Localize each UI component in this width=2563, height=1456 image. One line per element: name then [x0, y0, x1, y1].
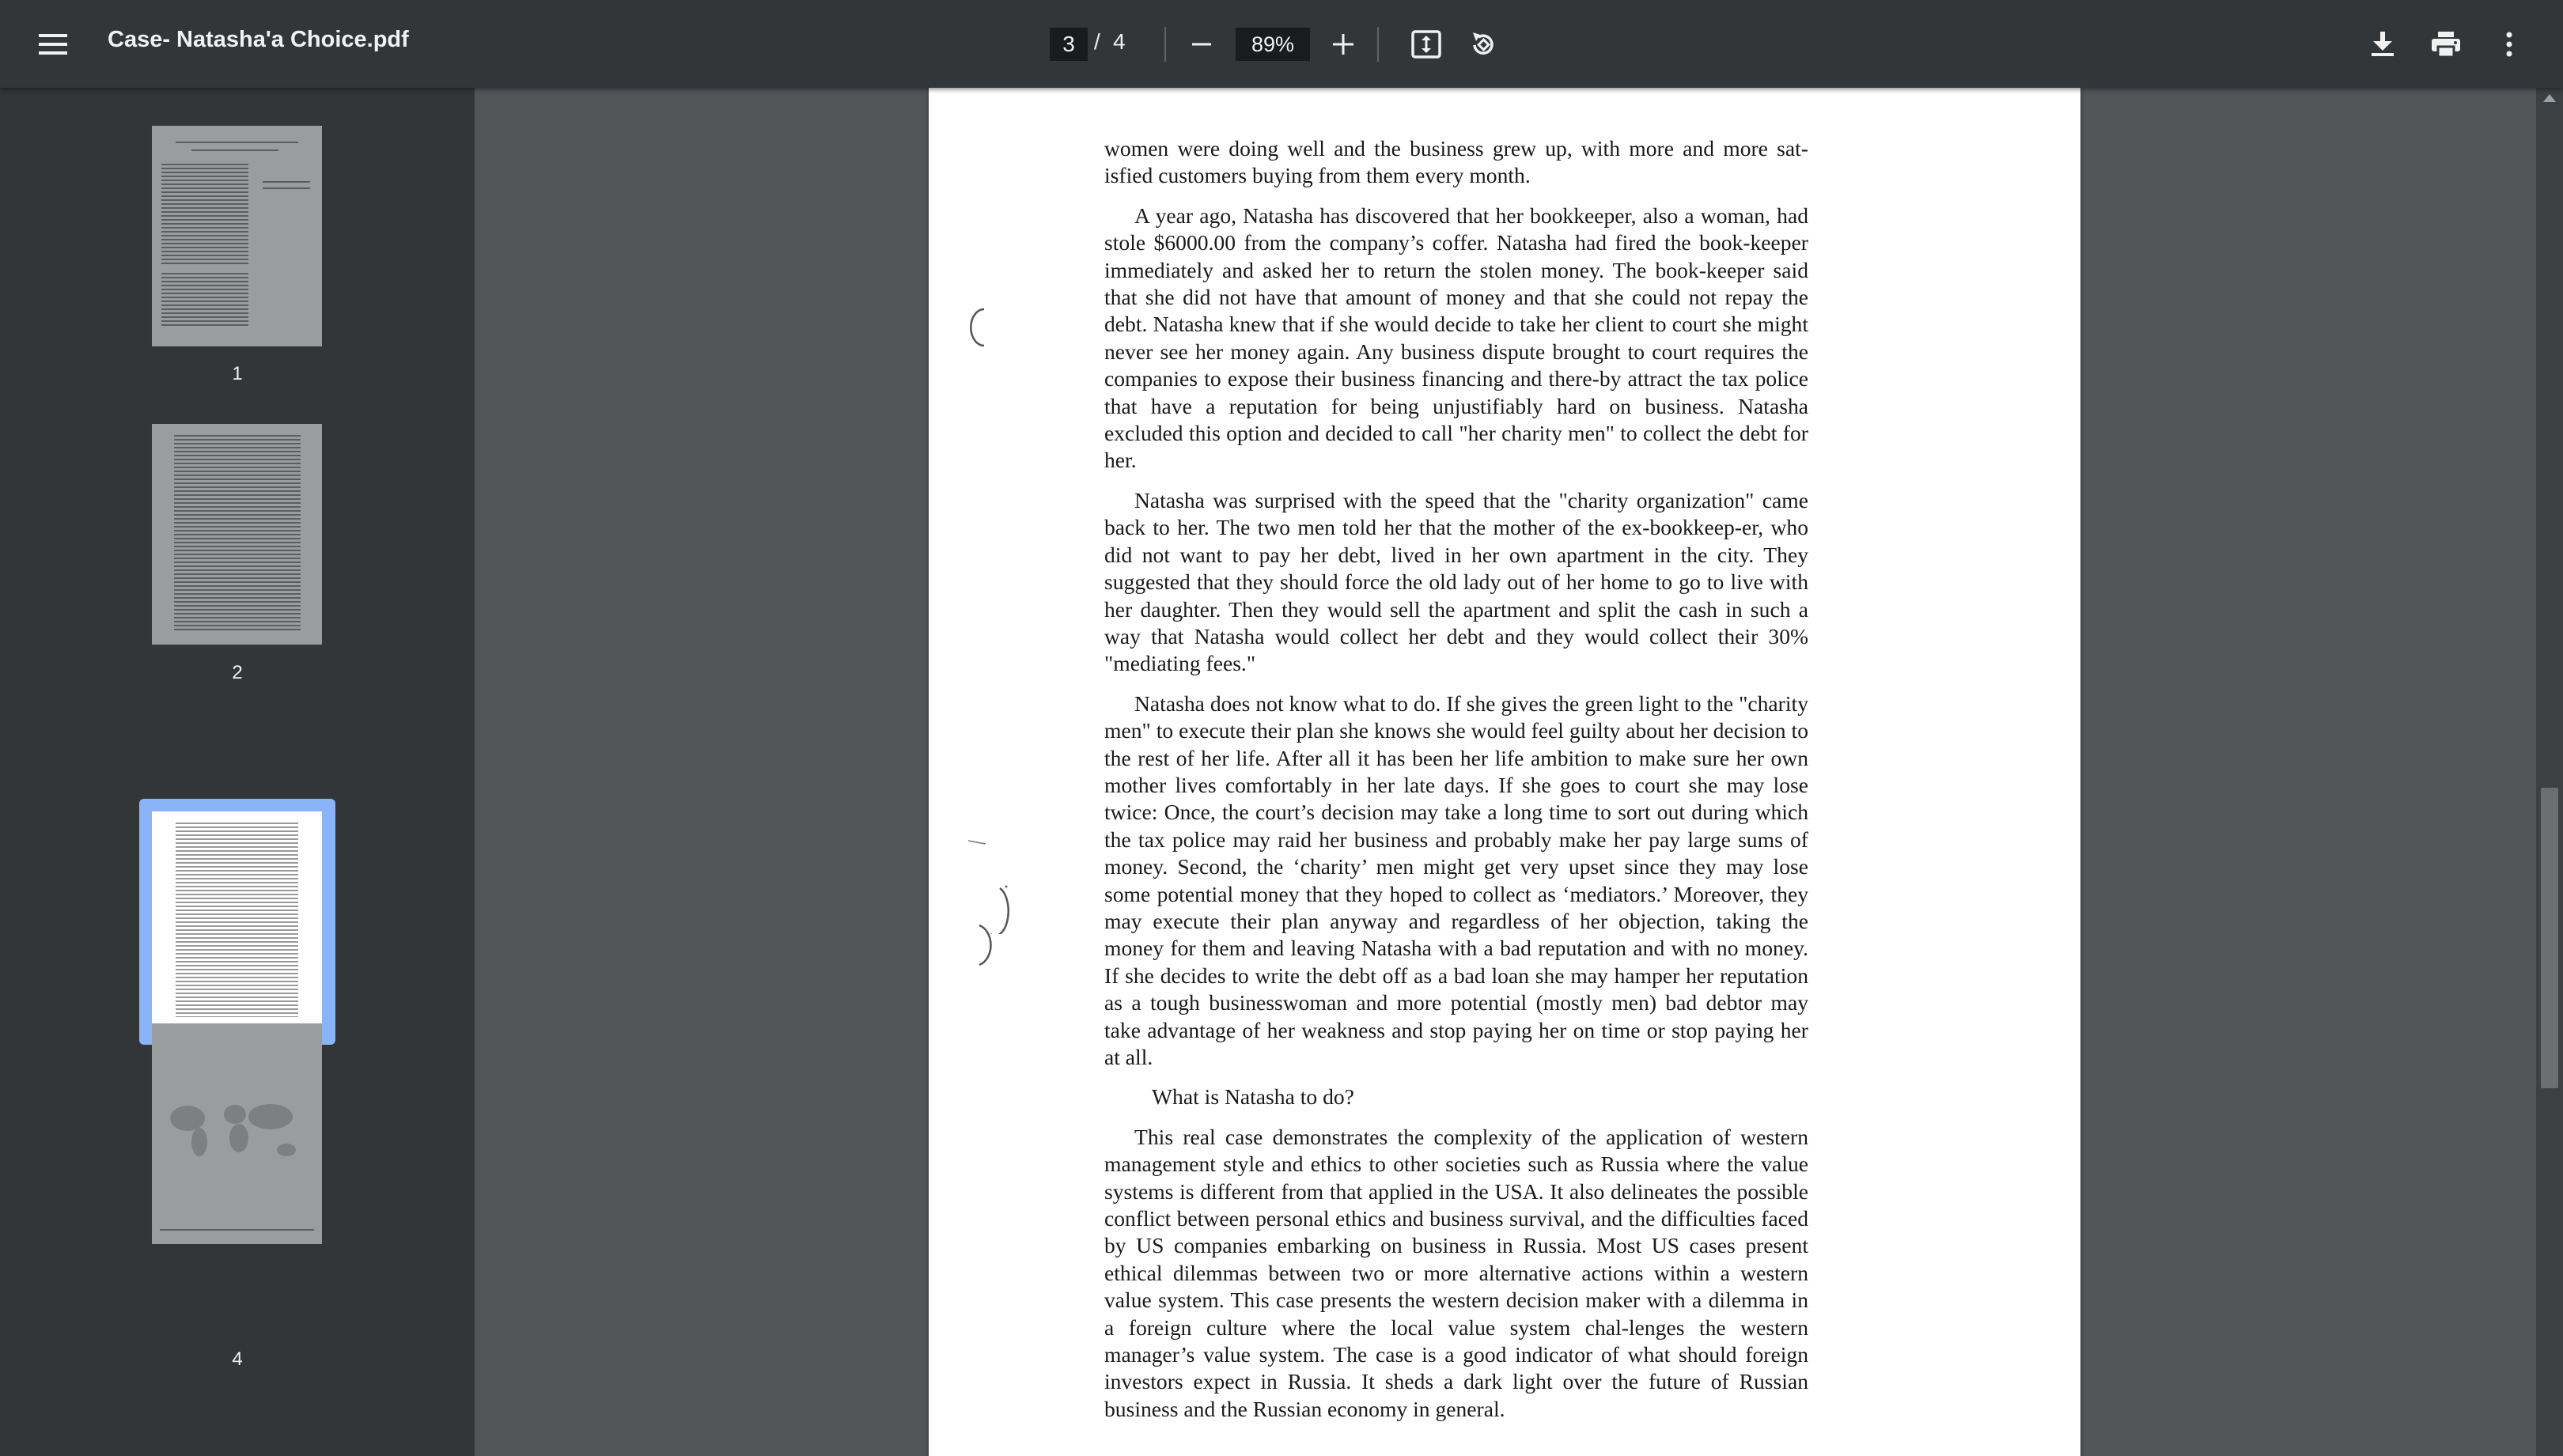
scroll-up-arrow-icon[interactable]	[2543, 94, 2556, 102]
thumbnail-number: 4	[232, 1348, 243, 1370]
zoom-level-input[interactable]: 89%	[1236, 28, 1310, 61]
more-vert-icon	[2505, 32, 2513, 57]
toolbar-divider	[1377, 27, 1379, 62]
question-line: What is Natasha to do?	[1152, 1084, 1354, 1110]
thumbnail-sidebar	[0, 88, 475, 1456]
paragraph: women were doing well and the business grew up, with more and more sat-isfied customers buying from them every month.	[1104, 136, 1808, 188]
download-icon	[2372, 32, 2394, 57]
rotate-icon	[1468, 29, 1498, 59]
page-separator: /	[1094, 29, 1100, 54]
document-viewer[interactable]	[475, 88, 2536, 1456]
pdf-page	[929, 88, 2080, 1456]
print-button[interactable]	[2421, 19, 2471, 70]
page-thumbnail-1[interactable]	[152, 126, 322, 346]
toolbar-divider	[1164, 27, 1166, 62]
minus-icon	[1191, 34, 1212, 55]
paragraph: Natasha was surprised with the speed that the "charity organization" came back to her. The two men told her that the mother of the ex-bookkeep-er, who did not want to pay her debt, lived in her own apartment in the city. They suggested that they should force the old lady out of her home to go to live with her daughter. Then they would sell the apartment and split the cash in such a way that Natasha would collect her debt and they would collect their 30% "mediating fees."	[1104, 487, 1808, 676]
vertical-scrollbar[interactable]	[2536, 88, 2563, 1456]
page-number-input[interactable]	[1050, 28, 1088, 61]
paragraph: This real case demonstrates the complexity of the application of western management style and ethics to other societies such as Russia where the value systems is different from that applied in the USA. It also delineates the possible conflict between personal ethics and business survival, and the difficulties faced by US companies embarking on business in Russia. Most US cases present ethical dilemmas between two or more alternative actions within a western value system. This case presents the western decision maker with a dilemma in a foreign culture where the local value system chal-lenges the western manager’s value system. The case is a good indicator of what should foreign investors expect in Russia. It sheds a dark light over the future of Russian business and the Russian economy in general.	[1104, 1124, 1808, 1421]
paragraph: Natasha does not know what to do. If she gives the green light to the "charity men" to execute their plan she knows she would feel guilty about her decision to the rest of her life. After all it has been her life ambition to make sure her own mother lives comfortably in her late days. If she goes to court she may lose twice: Once, the court’s decision may take a long time to sort out during which the tax police may raid her business and probably make her pay large sums of money. Second, the ‘charity’ men might get very upset since they may lose some potential money that they hoped to collect as ‘mediators.’ Moreover, they may execute their plan anyway and regardless of her objection, taking the money for them and leaving Natasha with a bad reputation and with no money. If she decides to write the debt off as a bad loan she may hamper her reputation as a tough businesswoman and more potential (mostly men) bad debtor may take advantage of her weakness and stop paying her on time or stop paying her at all.	[1104, 690, 1808, 1069]
zoom-out-button[interactable]	[1176, 19, 1227, 70]
rotate-button[interactable]	[1458, 19, 1509, 70]
printer-icon	[2432, 32, 2460, 57]
more-actions-button[interactable]	[2484, 19, 2535, 70]
scan-artifact	[951, 222, 1014, 934]
world-map-icon	[152, 1023, 322, 1244]
scan-artifact	[973, 922, 1005, 993]
page-thumbnail-4[interactable]	[152, 1023, 322, 1244]
page-thumbnail-3[interactable]	[152, 811, 322, 1032]
page-thumbnail-2[interactable]	[152, 424, 322, 645]
menu-button[interactable]	[28, 19, 78, 70]
total-pages: 4	[1113, 29, 1126, 54]
scrollbar-thumb[interactable]	[2541, 788, 2558, 1088]
document-title: Case- Natasha'a Choice.pdf	[108, 27, 409, 52]
thumbnail-number: 1	[232, 363, 243, 384]
thumbnail-number: 2	[232, 662, 243, 683]
hamburger-menu-icon	[39, 32, 67, 56]
fit-to-page-button[interactable]	[1401, 19, 1452, 70]
page-text	[1104, 135, 1808, 1435]
paragraph: A year ago, Natasha has discovered that her bookkeeper, also a woman, had stole $6000.00 from the company’s coffer. Natasha had fired the book-keeper immediately and asked her to return the stolen money. The book-keeper said that she did not have that amount of money and that she could not repay the debt. Natasha knew that if she would decide to take her client to court she might never see her money again. Any business dispute brought to court requires the companies to expose their business financing and there-by attract the tax police that have a reputation for being unjustifiably hard on business. Natasha excluded this option and decided to call "her charity men" to collect the debt for her.	[1104, 202, 1808, 473]
download-button[interactable]	[2357, 19, 2408, 70]
fit-page-icon	[1411, 30, 1441, 59]
pdf-toolbar	[0, 0, 2563, 88]
zoom-in-button[interactable]	[1318, 19, 1369, 70]
plus-icon	[1332, 33, 1354, 55]
